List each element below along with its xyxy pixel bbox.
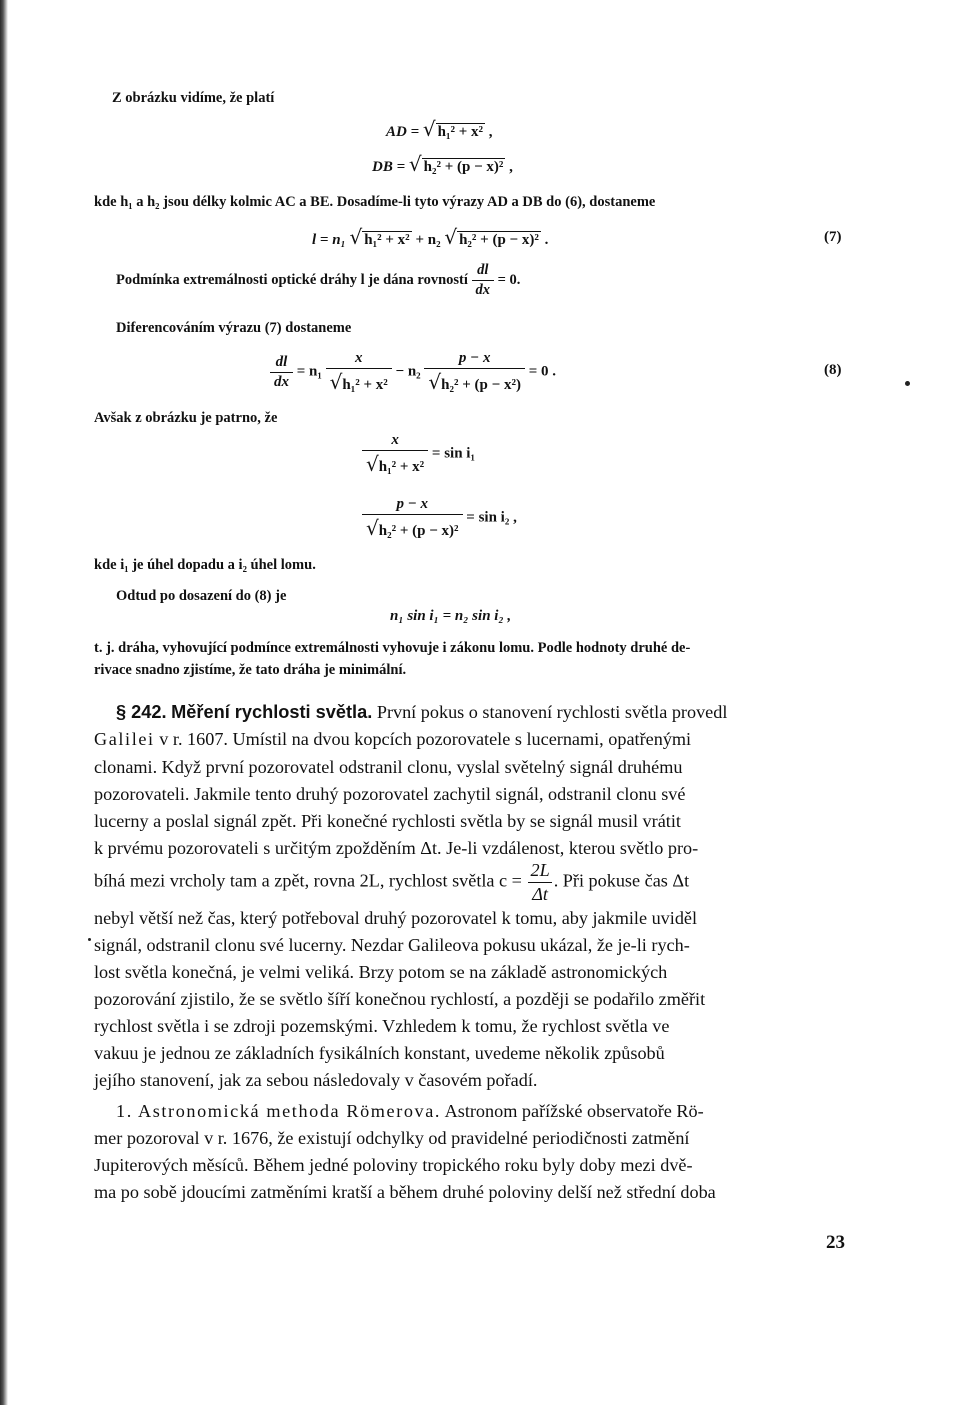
paragraph-line: k prvému pozorovateli s určitým zpožděním Δt. Je-li vzdálenost, kterou světlo pro- <box>94 838 699 858</box>
text-line: rivace snadno zjistíme, že tato dráha je minimální. <box>94 662 407 678</box>
equation-7: l = n₁ √ h₁² + x² + n₂ √ h₂² + (p − x)² . <box>312 225 549 249</box>
paragraph-line: ma po sobě jdoucími zatměními kratší a během druhé poloviny delší než střední doba <box>94 1182 716 1202</box>
paragraph-line: rychlost světla i se zdroji pozemskými. Vzhledem k tomu, že rychlost světla ve <box>94 1016 670 1036</box>
scan-speck <box>905 381 910 386</box>
section-title: Měření rychlosti světla. <box>171 702 373 722</box>
equation-number-8: (8) <box>824 362 842 378</box>
paragraph-line: vakuu je jednou ze základních fysikálních konstant, uvedeme několik způsobů <box>94 1043 665 1063</box>
paragraph-line: pozorovateli. Jakmile tento druhý pozorovatel zachytil signál, odstranil clonu své <box>94 784 686 804</box>
equation-snell: n₁ sin i₁ = n₂ sin i₂ , <box>390 608 512 624</box>
section-number: § 242. <box>116 702 167 722</box>
paragraph-line: lucerny a poslal signál zpět. Při konečné rychlosti světla by se signál musil vrátit <box>94 811 681 831</box>
text-line: kde h₁ a h₂ jsou délky kolmic AC a BE. Dosadíme-li tyto výrazy AD a DB do (6), dostaneme <box>94 194 656 210</box>
paragraph-line: Jupiterových měsíců. Během jedné poloviny tropického roku byly doby mezi dvě- <box>94 1155 693 1175</box>
equation-number-7: (7) <box>824 229 842 245</box>
text-line: Odtud po dosazení do (8) je <box>116 588 287 604</box>
paragraph-line: jejího stanovení, jak za sebou následovaly v časovém pořadí. <box>94 1070 538 1090</box>
paragraph-line: mer pozoroval v r. 1676, že existují odchylky od pravidelné periodičnosti zatmění <box>94 1128 690 1148</box>
paragraph-line: nebyl větší než čas, který potřeboval druhý pozorovatel k tomu, aby jakmile uviděl <box>94 908 698 928</box>
text-line: kde i₁ je úhel dopadu a i₂ úhel lomu. <box>94 557 316 573</box>
fraction-2L-dt: $\frac{2L}{\Delta t}$ <box>526 860 553 905</box>
equation-sin-i1: $\frac{x}{\text{√h₁² + x²}}$ = sin i₁ <box>362 432 475 476</box>
equation-DB: DB = √ h₂² + (p − x)² , <box>372 152 513 176</box>
paragraph-line: signál, odstranil clonu své lucerny. Nezdar Galileova pokusu ukázal, že je-li rych- <box>94 935 690 955</box>
paragraph-line: 1. Astronomická methoda Römerova. Astronom pařížské observatoře Rö- <box>116 1101 704 1121</box>
equation-AD: AD = √ h₁² + x² , <box>386 117 493 141</box>
paragraph-line: pozorování zjistilo, že se světlo šíří konečnou rychlostí, a později se podařilo změřit <box>94 989 706 1009</box>
text-line: Z obrázku vidíme, že platí <box>112 90 275 106</box>
text-line: Avšak z obrázku je patrno, že <box>94 410 278 426</box>
fraction-dl-dx: $\frac{dl}{dx}$ <box>472 262 495 299</box>
paragraph-line: Galilei v r. 1607. Umístil na dvou kopcích pozorovatele s lucernami, opatřenými <box>94 729 692 749</box>
text-line: Diferencováním výrazu (7) dostaneme <box>116 320 352 336</box>
paragraph-line: clonami. Když první pozorovatel odstranil clonu, vyslal světelný signál druhému <box>94 757 683 777</box>
page-number: 23 <box>826 1232 845 1253</box>
paragraph-line: lost světla konečná, je velmi veliká. Brzy potom se na základě astronomických <box>94 962 668 982</box>
scan-speck <box>88 938 91 941</box>
paragraph-line: bíhá mezi vrcholy tam a zpět, rovna 2L, rychlost světla c = $\frac{2L}{\Delta t}$ . Při pokuse čas Δt <box>94 860 690 904</box>
page-edge-shadow <box>0 0 8 1405</box>
text-line: t. j. dráha, vyhovující podmínce extremálnosti vyhovuje i zákonu lomu. Podle hodnoty druhé de- <box>94 640 691 656</box>
condition-line: Podmínka extremálnosti optické dráhy l je dána rovností $\frac{dl}{dx}$ = 0. <box>116 262 521 298</box>
section-heading-line: § 242. Měření rychlosti světla. První pokus o stanovení rychlosti světla provedl <box>116 702 728 722</box>
equation-8: $\frac{dl}{dx}$ = n₁ $\frac{x}{\text{√h₁² + x²}}$ − n₂ $\frac{p - x}{\text{√h₂² + (p − x²)}}$ = 0 . <box>270 350 556 394</box>
equation-sin-i2: $\frac{p - x}{\text{√h₂² + (p − x)²}}$ = sin i₂ , <box>362 496 517 540</box>
